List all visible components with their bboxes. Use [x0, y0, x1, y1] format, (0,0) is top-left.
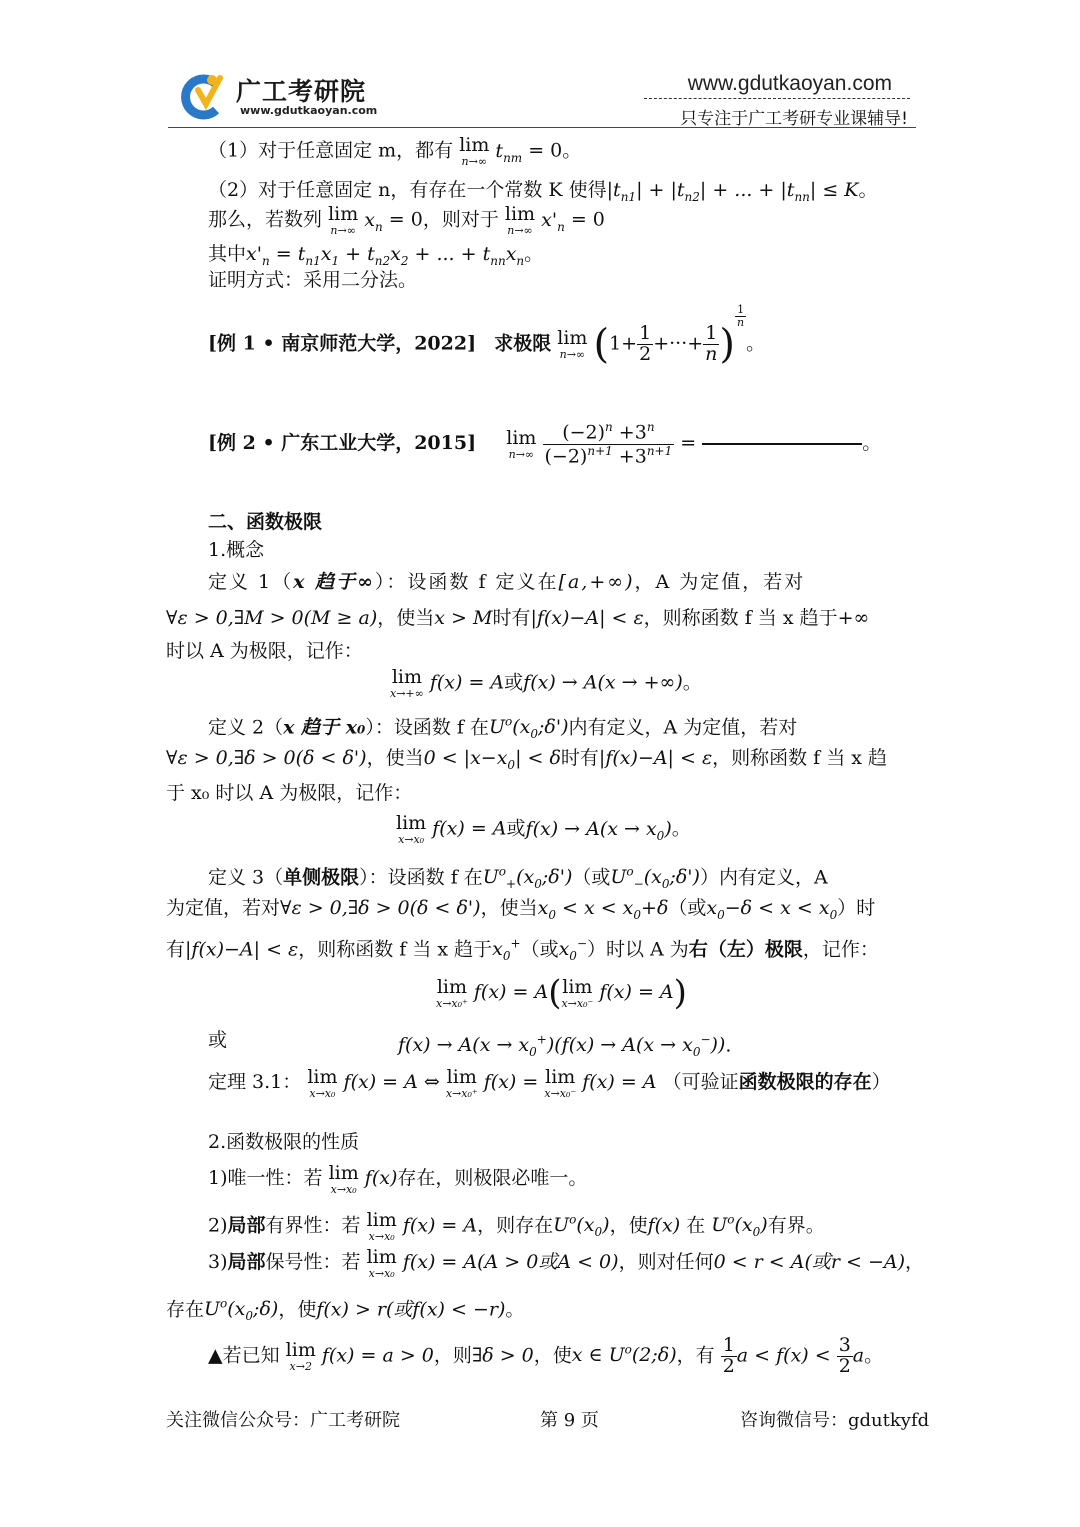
theorem-3-1: 定理 3.1： lim x→x₀ f(x) = A ⇔ lim x→x₀⁺ f(x) = lim x→x₀⁻ f(x) = A （可验证函数极限的存在）: [208, 1065, 891, 1100]
section-title: 二、函数极限: [208, 511, 323, 533]
brand-url: www.gdutkaoyan.com: [240, 104, 378, 117]
conclusion-line: 那么，若数列 lim n→∞ $x_n = 0$，则对于 lim n→∞ $x'_n = 0$: [208, 203, 605, 237]
subsection-concept: 1.概念: [208, 539, 265, 561]
remark-triangle: ▲若已知 lim x→2 f(x) = a > 0，则∃δ > 0，使x ∈ $U^o(2;\delta)$，有 $\frac{1}{2}$ a < f(x) < $\frac{3}{2}$ a。: [208, 1333, 884, 1377]
page-number: 第 9 页: [540, 1410, 599, 1431]
example-2: [例 2 • 广东工业大学，2015] lim n→∞ $\frac{(-2)^n +3^n}{(-2)^{n+1} +3^{n+1}}$ = 。: [208, 420, 882, 467]
footer-wechat-account: 关注微信公众号：广工考研院: [166, 1410, 400, 1431]
def1-formula: lim x→+∞ f(x) = A或f(x) → A(x → +∞)。: [390, 666, 702, 700]
def1-line2: ∀ε > 0,∃M > 0(M ≥ a)，使当x > M时有|f(x)−A| < ε，则称函数 f 当 x 趋于+∞: [166, 607, 870, 629]
def2-line2: ∀ε > 0,∃δ > 0(δ < δ')，使当$0 < |x-x_0| < \delta$时有|f(x)−A| < ε，则称函数 f 当 x 趋: [166, 747, 888, 772]
def3-formula-2: $f(x) \to A(x \to x_0^+)(f(x) \to A(x \to x_0^-))$.: [398, 1033, 732, 1060]
footer-contact: 咨询微信号：gdutkyfd: [740, 1410, 930, 1431]
condition-1: （1）对于任意固定 m，都有 lim n→∞ $t_{nm} = 0$。: [208, 134, 582, 168]
brand-name: 广工考研院: [236, 77, 367, 106]
property-1: 1)唯一性：若 lim x→x₀ f(x)存在，则极限必唯一。: [208, 1161, 588, 1196]
def3-line2: 为定值，若对∀ε > 0,∃δ > 0(δ < δ')，使当$x_0 < x < x_0+\delta$（或$x_0-\delta < x < x_0$）时: [166, 897, 876, 922]
condition-2: （2）对于任意固定 n，有存在一个常数 K 使得$|t_{n1}| + |t_{n2}|$ + ... + $|t_{nn}| \le K$。: [208, 179, 878, 204]
def3-or: 或: [208, 1029, 228, 1051]
def3-line3: 有|f(x)−A| < ε，则称函数 f 当 x 趋于$x_0^+$（或$x_0^-$）时以 A 为右（左）极限，记作：: [166, 937, 879, 964]
def3-line1: 定义 3（单侧极限）：设函数 f 在$U^o_+(x_0;\delta')$（或$U^o_-(x_0;\delta')$）内有定义，A: [208, 865, 828, 892]
header-rule: [168, 127, 916, 128]
def2-formula: lim x→x₀ f(x) = A或$f(x) \to A(x \to x_0)$。: [396, 812, 691, 846]
properties-title: 2.函数极限的性质: [208, 1131, 360, 1153]
def2-line3: 于 x₀ 时以 A 为极限，记作：: [166, 782, 413, 804]
def1-line1: 定义 1（x 趋于∞）：设函数 f 定义在[a,+∞)，A 为定值，若对: [208, 571, 806, 593]
logo-icon: [176, 70, 228, 122]
page-header: [168, 62, 914, 130]
property-3: 3)局部保号性：若 lim x→x₀ f(x) = A(A > 0或A < 0)，则对任何0 < r < A(或r < −A)，: [208, 1245, 925, 1280]
def3-formula-1: lim x→x₀⁺ f(x) = A( lim x→x₀⁻ f(x) = A): [436, 973, 687, 1013]
where-line: 其中$x'_n = t_{n1}x_1 + t_{n2}x_2$ + ... + $t_{nn}x_n$。: [208, 243, 544, 268]
property-3-cont: 存在$U^o(x_0;\delta)$，使f(x) > r(或f(x) < −r)。: [166, 1297, 525, 1324]
def1-line3: 时以 A 为极限，记作：: [166, 640, 363, 662]
property-2: 2)局部有界性：若 lim x→x₀ f(x) = A，则存在$U^o(x_0)$，使f(x) 在 $U^o(x_0)$有界。: [208, 1208, 825, 1243]
site-url[interactable]: www.gdutkaoyan.com: [687, 72, 892, 95]
example-1: [例 1 • 南京师范大学，2022] 求极限 lim n→∞ (1+ $\frac{1}{2}$ +···+ $\frac{1}{n}$ ) $^{\frac{1}{n}}$ 。: [208, 303, 766, 368]
slogan: 只专注于广工考研专业课辅导!: [680, 109, 908, 129]
answer-blank[interactable]: [702, 443, 862, 445]
def2-line1: 定义 2（x 趋于 x₀）：设函数 f 在$U^o(x_0;\delta')$内有定义，A 为定值，若对: [208, 715, 798, 742]
proof-method: 证明方式：采用二分法。: [208, 269, 418, 291]
header-dashed-divider: [644, 98, 910, 99]
